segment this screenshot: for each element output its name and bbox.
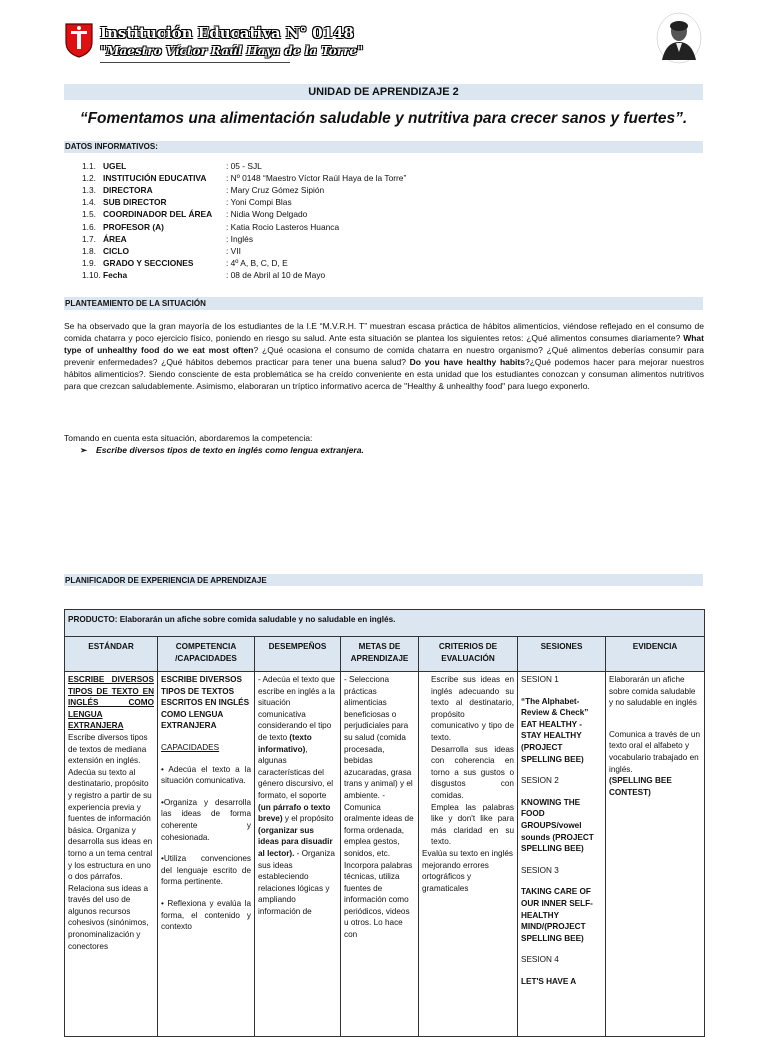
desempeno-text: - Adecúa el texto que escribe en inglés a la situación comunicativa considerando el tipo de texto [258,675,335,742]
datos-label: INSTITUCIÓN EDUCATIVA [103,173,207,184]
session-title: TAKING CARE OF OUR INNER SELF- HEALTHY MIND/(PROJECT SPELLING BEE) [521,887,593,943]
capacidad-item: • Reflexiona y evalúa la forma, el contenido y contexto [161,898,251,932]
datos-label: ÁREA [103,233,127,244]
datos-band [64,141,703,153]
cell-sesiones [518,672,606,1037]
datos-number: 1.8. [82,245,96,256]
institution-motto: "Maestro Víctor Raúl Haya de la Torre" [100,44,364,58]
estandar-title: ESCRIBE DIVERSOS TIPOS DE TEXTO EN INGLÉS COMO LENGUA EXTRANJERA [68,675,154,731]
capacidad-item: •Organiza y desarrolla las ideas de forma coherente y cohesionada. [161,797,251,842]
header-rule [100,62,290,63]
datos-value: : Mary Cruz Gómez Sipión [226,185,325,196]
datos-value: : Nidia Wong Delgado [226,209,308,220]
cell-evidencia [606,672,705,1037]
desempeno-text: - Organiza sus ideas estableciendo relaciones lógicas y ampliando información de [258,848,335,916]
datos-heading: DATOS INFORMATIVOS: [65,142,158,151]
col-header-competencia: COMPETENCIA /CAPACIDADES [158,637,255,672]
datos-number: 1.1. [82,161,96,171]
desempeno-bold: (un párrafo o texto breve) [258,802,331,824]
school-shield-icon [64,22,94,58]
session-title: “The Alphabet- Review & Check” EAT HEALTHY - STAY HEALTHY (PROJECT SPELLING BEE) [521,696,589,764]
desempeno-text: y el propósito [282,814,334,824]
session-title: KNOWING THE FOOD GROUPS/vowel sounds (PROJECT SPELLING BEE) [521,797,594,854]
institution-name: Institución Educativa N° 0148 [100,24,354,42]
cell-metas [341,672,419,1037]
col-header-evidencia: EVIDENCIA [606,637,705,672]
capacidades-label: CAPACIDADES [161,742,220,752]
metas-text: - Selecciona prácticas alimenticias beneficiosas o perjudiciales para su salud (comida procesada, bebidas azucaradas, grasa trans y animal) y el ambiente. -Comunica oralmente ideas de forma ordenada, emplea gestos, sonidos, etc. Incorpora palabras técnicas, utiliza fuentes de información como periódicos, videos u otros. Lo hace con [344,675,414,940]
product-row: PRODUCTO: Elaborarán un afiche sobre comida saludable y no saludable en inglés. [65,610,705,637]
evidencia-bold: (SPELLING BEE CONTEST) [609,776,672,797]
estandar-body: Escribe diversos tipos de textos de mediana extensión en inglés. Adecúa su texto al destinatario, propósito y registro a partir de su experiencia previa y fuentes de información básica. Organiza y desarrolla sus ideas en torno a un tema central y los estructura en uno o dos párrafos. Relaciona sus ideas a través del uso de algunos recursos cohesivos (sinónimos, pronominalización y conectores [68,732,153,951]
datos-value: : 05 - SJL [226,161,262,171]
planteamiento-heading: PLANTEAMIENTO DE LA SITUACIÓN [65,299,206,308]
datos-label: CICLO [103,245,130,256]
datos-label: Fecha [103,269,128,280]
criterio-item: • Emplea las palabras like y don't like para más claridad en su texto. [431,802,514,848]
session-title: LET'S HAVE A [521,976,577,986]
situation-paragraph: Se ha observado que la gran mayoría de los estudiantes de la I.E “M.V.R.H. T” muestran escasa práctica de hábitos alimenticios, viéndose reflejado en el consumo de comida chatarra y poco ejercicio físico, poniendo en riesgo su salud. Ante esta situación se plantea los siguientes retos: ¿Qué alimentos consumes diariamente? What type of unhealthy food do we eat most often? ¿Qué ocasiona el consumo de comida chatarra en nuestro organismo? ¿Qué alimentos deberías consumir para prevenir enfermedades? ¿Qué hábitos debemos practicar para tener una buena salud? Do you have healthy habits?¿Qué podemos hacer para mejorar nuestros hábitos alimenticios?. Siendo consciente de esta problemática se ha creído conveniente en esta unidad que los estudiantes conozcan y consuman alimentos nutritivos para que crezcan saludablemente. Asimismo, elaboraran un tríptico informativo acerca de "Healthy & unhealthy food" para luego exponerlo. [64,321,704,391]
datos-label: COORDINADOR DEL ÁREA [103,209,213,220]
unit-label: UNIDAD DE APRENDIZAJE 2 [308,86,459,98]
evidencia-text: Elaborarán un afiche sobre comida saludable y no saludable en inglés [609,675,697,708]
competencia-title: ESCRIBE DIVERSOS TIPOS DE TEXTOS ESCRITOS EN INGLÉS COMO LENGUA EXTRANJERA [161,675,250,731]
datos-number: 1.3. [82,185,96,196]
datos-value: : 4º A, B, C, D, E [226,257,288,268]
datos-label: PROFESOR (A) [103,221,164,232]
datos-value: : Yoni Compi Blas [226,197,292,208]
datos-number: 1.10. [82,269,101,280]
datos-value: : Inglés [226,233,254,244]
session-label: SESION 2 [521,776,559,786]
datos-label: GRADO Y SECCIONES [103,257,194,268]
arrow-bullet-icon: ➢ [80,445,88,455]
col-header-metas: METAS DE APRENDIZAJE [341,637,419,672]
cell-criterios [419,672,518,1037]
col-header-desempenos: DESEMPEÑOS [255,637,341,672]
col-header-criterios: CRITERIOS DE EVALUACIÓN [419,637,518,672]
portrait-icon [656,12,702,64]
desempeno-text: , algunas características del género discursivo, el formato, el soporte [258,744,334,800]
datos-value: : Katia Rocio Lasteros Huanca [226,221,340,232]
datos-number: 1.9. [82,257,96,268]
criterio-item: • Desarrolla sus ideas con coherencia en torno a sus gustos o disgustos con comidas. [431,744,514,802]
evidencia-text: Comunica a través de un texto oral el alfabeto y vocabulario trabajado en inglés. [609,729,701,774]
planificador-heading: PLANIFICADOR DE EXPERIENCIA DE APRENDIZAJE [65,576,267,585]
criterio-tail: Evalúa su texto en inglés mejorando errores ortográficos y gramaticales [422,848,514,893]
session-label: SESION 1 [521,675,559,684]
criterio-item: • Escribe sus ideas en inglés adecuando su texto al destinatario, propósito comunicativo y tipo de texto. [431,674,514,744]
capacidad-item: •Utiliza convenciones del lenguaje escrito de forma pertinente. [161,854,251,887]
cell-desempenos [255,672,341,1037]
cell-estandar [65,672,158,1037]
datos-value: : Nº 0148 “Maestro Víctor Raúl Haya de la Torre” [226,173,407,184]
datos-number: 1.4. [82,197,96,208]
cell-competencia [158,672,255,1037]
datos-number: 1.7. [82,233,96,244]
planner-table [64,609,705,1037]
session-label: SESION 3 [521,865,559,875]
datos-label: DIRECTORA [103,185,153,196]
col-header-sesiones: SESIONES [518,637,606,672]
desempeno-bold: (organizar sus ideas para disuadir al lector). [258,825,333,858]
capacidad-item: • Adecúa el texto a la situación comunicativa. [161,764,251,786]
session-label: SESION 4 [521,955,559,965]
datos-number: 1.2. [82,173,96,184]
datos-value: : 08 de Abril al 10 de Mayo [226,269,326,280]
datos-label: SUB DIRECTOR [103,197,167,208]
datos-number: 1.6. [82,221,96,232]
unit-title: “Fomentamos una alimentación saludable y nutritiva para crecer sanos y fuertes”. [79,110,688,127]
datos-number: 1.5. [82,209,96,220]
datos-value: : VII [226,245,241,256]
competence-item: ➢ Escribe diversos tipos de texto en inglés como lengua extranjera. [80,445,364,455]
datos-label: UGEL [103,161,127,171]
criterios-list [422,674,514,848]
competence-intro: Tomando en cuenta esta situación, abordaremos la competencia: [64,433,313,443]
col-header-estandar: ESTÁNDAR [65,637,158,672]
desempeno-bold: (texto informativo) [258,732,312,754]
